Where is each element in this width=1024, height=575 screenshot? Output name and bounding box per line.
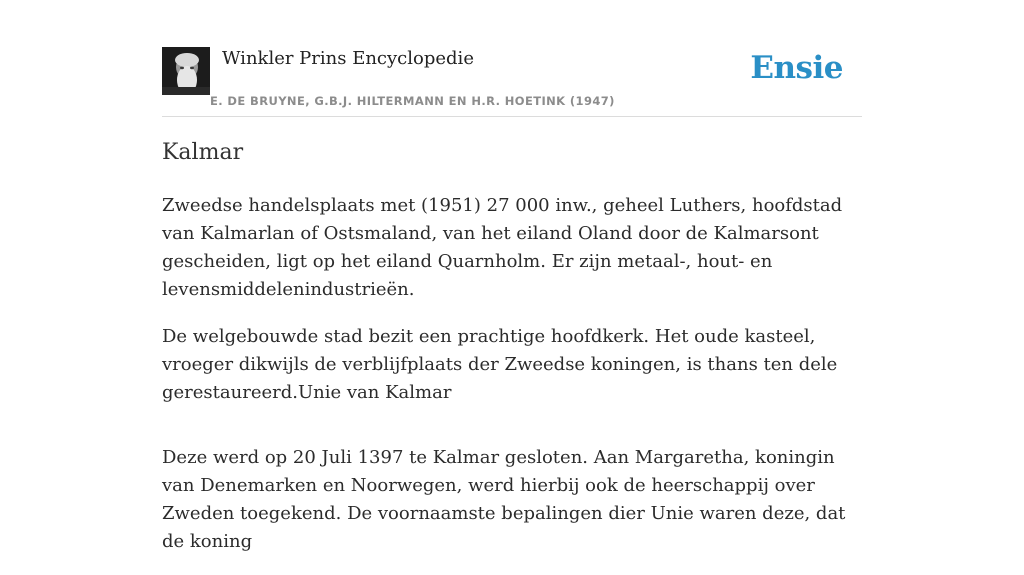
brand-logo[interactable]: Ensie bbox=[750, 50, 843, 86]
article-body bbox=[162, 192, 862, 575]
article-paragraph: Zweedse handelsplaats met (1951) 27 000 inw., geheel Luthers, hoofdstad van Kalmarlan of Ostsmaland, van het eiland Oland door de Kalmarsont gescheiden, ligt op het eiland Quarnholm. Er zijn metaal-, hout- en levensmiddelenindustrieën. bbox=[162, 195, 843, 300]
source-title[interactable]: Winkler Prins Encyclopedie bbox=[222, 48, 474, 69]
article-paragraph: Deze werd op 20 Juli 1397 te Kalmar gesloten. Aan Margaretha, koningin van Denemarken en Noorwegen, werd hierbij ook de heerschappij over Zweden toegekend. De voornaamste bepalingen dier Unie waren deze, dat de koning bbox=[162, 447, 846, 552]
article-paragraph: De welgebouwde stad bezit een prachtige hoofdkerk. Het oude kasteel, vroeger dikwijls de verblijfplaats der Zweedse koningen, is thans ten dele gerestaureerd.Unie van Kalmar bbox=[162, 326, 838, 403]
source-header bbox=[162, 44, 862, 117]
source-authors: E. DE BRUYNE, G.B.J. HILTERMANN EN H.R. HOETINK (1947) bbox=[210, 94, 615, 108]
page-title: Kalmar bbox=[162, 140, 244, 165]
portrait-icon bbox=[162, 47, 210, 95]
author-avatar[interactable] bbox=[162, 47, 210, 95]
